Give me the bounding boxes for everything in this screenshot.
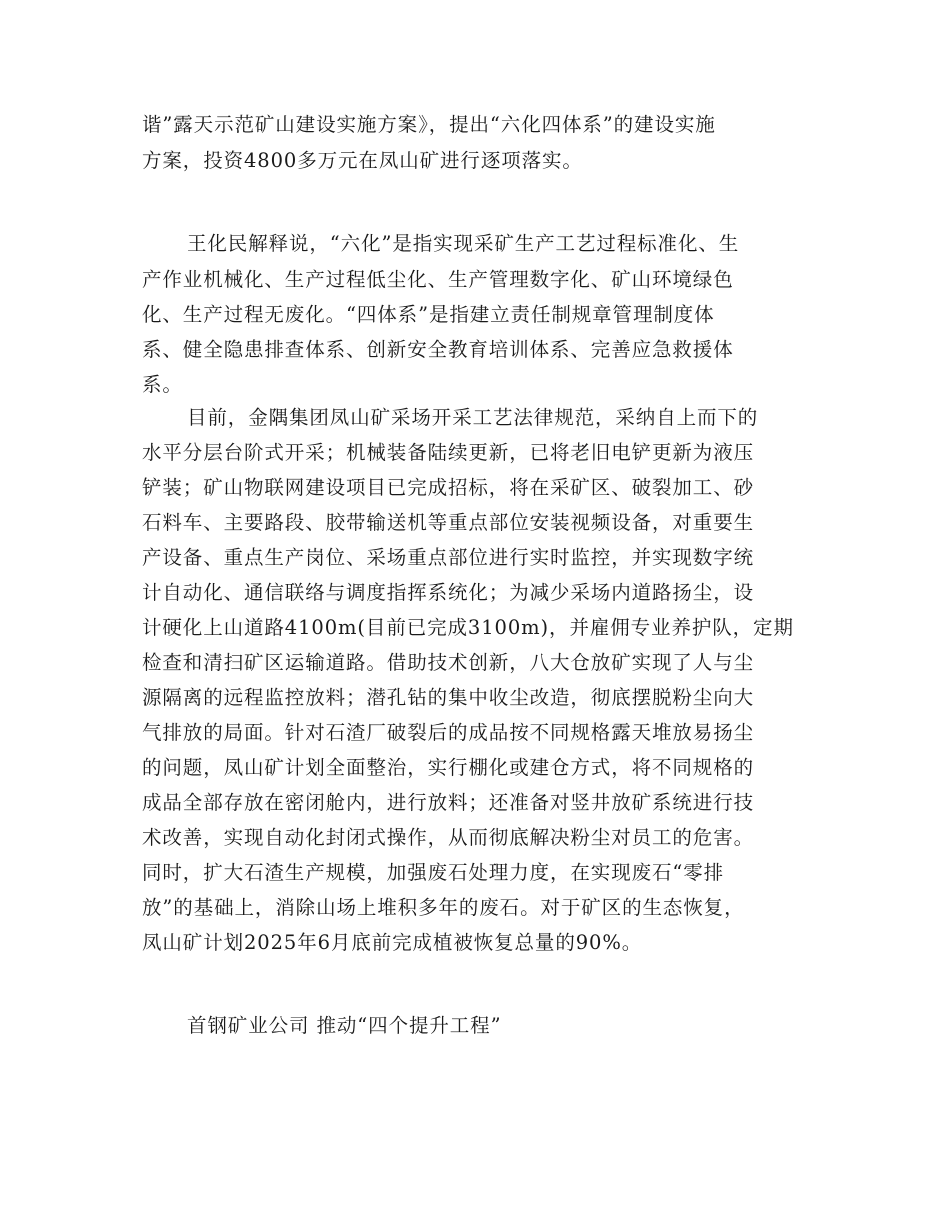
text-line: 同时，扩大石渣生产规模，加强废石处理力度，在实现废石“零排 <box>142 861 725 884</box>
text-line: 目前，金隅集团凤山矿采场开采工艺法律规范，采纳自上而下的 <box>187 406 759 429</box>
text-line: 气排放的局面。针对石渣厂破裂后的成品按不同规格露天堆放易扬尘 <box>142 721 755 744</box>
text-line: 计自动化、通信联络与调度指挥系统化；为减少采场内道路扬尘，设 <box>142 581 755 604</box>
text-line: 源隔离的远程监控放料；潜孔钻的集中收尘改造，彻底摆脱粉尘向大 <box>142 686 755 709</box>
section-heading: 首钢矿业公司 推动“四个提升工程” <box>187 1014 502 1037</box>
text-line: 计硬化上山道路4100m(目前已完成3100m)，并雇佣专业养护队，定期 <box>142 616 794 639</box>
text-line: 产作业机械化、生产过程低尘化、生产管理数字化、矿山环境绿色 <box>142 268 734 291</box>
text-line: 产设备、重点生产岗位、采场重点部位进行实时监控，并实现数字统 <box>142 546 755 569</box>
text-line: 检查和清扫矿区运输道路。借助技术创新，八大仓放矿实现了人与尘 <box>142 651 755 674</box>
text-line: 化、生产过程无废化。“四体系”是指建立责任制规章管理制度体 <box>142 303 715 326</box>
text-line: 系。 <box>142 373 183 396</box>
text-line: 王化民解释说，“六化”是指实现采矿生产工艺过程标准化、生 <box>187 232 740 255</box>
text-line: 术改善，实现自动化封闭式操作，从而彻底解决粉尘对员工的危害。 <box>142 826 755 849</box>
text-line: 水平分层台阶式开采；机械装备陆续更新，已将老旧电铲更新为液压 <box>142 441 755 464</box>
text-line: 方案，投资4800多万元在凤山矿进行逐项落实。 <box>142 149 583 172</box>
text-line: 铲装；矿山物联网建设项目已完成招标，将在采矿区、破裂加工、砂 <box>142 476 755 499</box>
text-line: 放”的基础上，消除山场上堆积多年的废石。对于矿区的生态恢复， <box>142 896 745 919</box>
text-line: 凤山矿计划2025年6月底前完成植被恢复总量的90%。 <box>142 931 643 954</box>
text-line: 系、健全隐患排查体系、创新安全教育培训体系、完善应急救援体 <box>142 338 734 361</box>
text-line: 成品全部存放在密闭舱内，进行放料；还准备对竖井放矿系统进行技 <box>142 791 755 814</box>
text-line: 谐”露天示范矿山建设实施方案》，提出“六化四体系”的建设实施 <box>142 113 716 136</box>
text-line: 的问题，凤山矿计划全面整治，实行棚化或建仓方式，将不同规格的 <box>142 756 755 779</box>
text-line: 石料车、主要路段、胶带输送机等重点部位安装视频设备，对重要生 <box>142 511 755 534</box>
